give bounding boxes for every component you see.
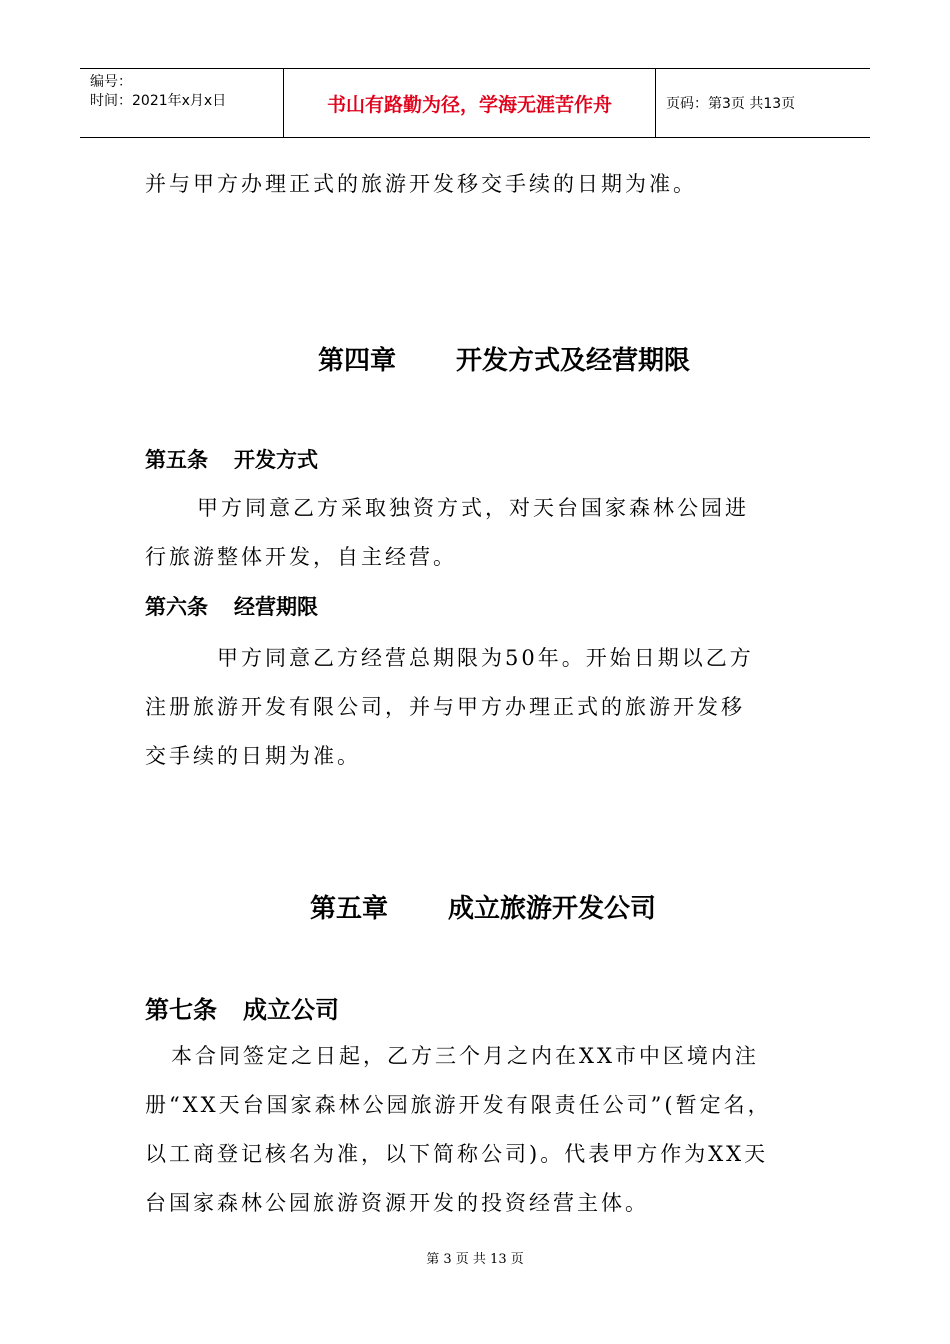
- article-5-paragraph: [145, 484, 825, 582]
- paragraph-line: 交手续的日期为准。: [145, 744, 361, 768]
- article-5-title: 开发方式: [234, 448, 318, 472]
- chapter-5-heading: [310, 888, 656, 925]
- header-number-label: 编号：: [90, 74, 132, 90]
- article-6-title: 经营期限: [234, 595, 318, 619]
- paragraph-line: 台国家森林公园旅游资源开发的投资经营主体。: [145, 1191, 649, 1215]
- header-motto: 书山有路勤为径，学海无涯苦作舟: [283, 69, 656, 137]
- header-page-info: 页码：第3页 共13页: [666, 96, 796, 112]
- article-5-heading: [145, 444, 318, 474]
- article-7-title: 成立公司: [243, 996, 339, 1024]
- header-time-label: 时间：2021年x月x日: [90, 93, 227, 109]
- paragraph-line: 行旅游整体开发，自主经营。: [145, 545, 457, 569]
- article-5-number: 第五条: [145, 448, 208, 472]
- header-meta: [80, 69, 283, 137]
- chapter-5-number: 第五章: [310, 894, 389, 924]
- article-6-heading: [145, 591, 318, 621]
- intro-line: 并与甲方办理正式的旅游开发移交手续的日期为准。: [145, 172, 697, 196]
- chapter-4-heading: [318, 340, 690, 377]
- chapter-4-title: 开发方式及经营期限: [456, 346, 691, 376]
- article-7-heading: [145, 990, 339, 1025]
- paragraph-line: 甲方同意乙方采取独资方式，对天台国家森林公园进: [197, 496, 749, 520]
- paragraph-line: 甲方同意乙方经营总期限为50年。开始日期以乙方: [217, 646, 754, 670]
- page-header: [80, 68, 870, 138]
- page-footer: 第 3 页 共 13 页: [426, 1252, 524, 1267]
- paragraph-line: 册“XX天台国家森林公园旅游开发有限责任公司”(暂定名，: [145, 1093, 772, 1117]
- article-6-paragraph: [145, 634, 825, 781]
- paragraph-line: 以工商登记核名为准，以下简称公司)。代表甲方作为XX天: [145, 1142, 769, 1166]
- article-7-number: 第七条: [145, 996, 217, 1024]
- chapter-4-number: 第四章: [318, 346, 397, 376]
- paragraph-line: 注册旅游开发有限公司，并与甲方办理正式的旅游开发移: [145, 695, 745, 719]
- chapter-5-title: 成立旅游开发公司: [448, 894, 657, 924]
- article-6-number: 第六条: [145, 595, 208, 619]
- paragraph-line: 本合同签定之日起，乙方三个月之内在XX市中区境内注: [171, 1044, 759, 1068]
- article-7-paragraph: [145, 1032, 825, 1228]
